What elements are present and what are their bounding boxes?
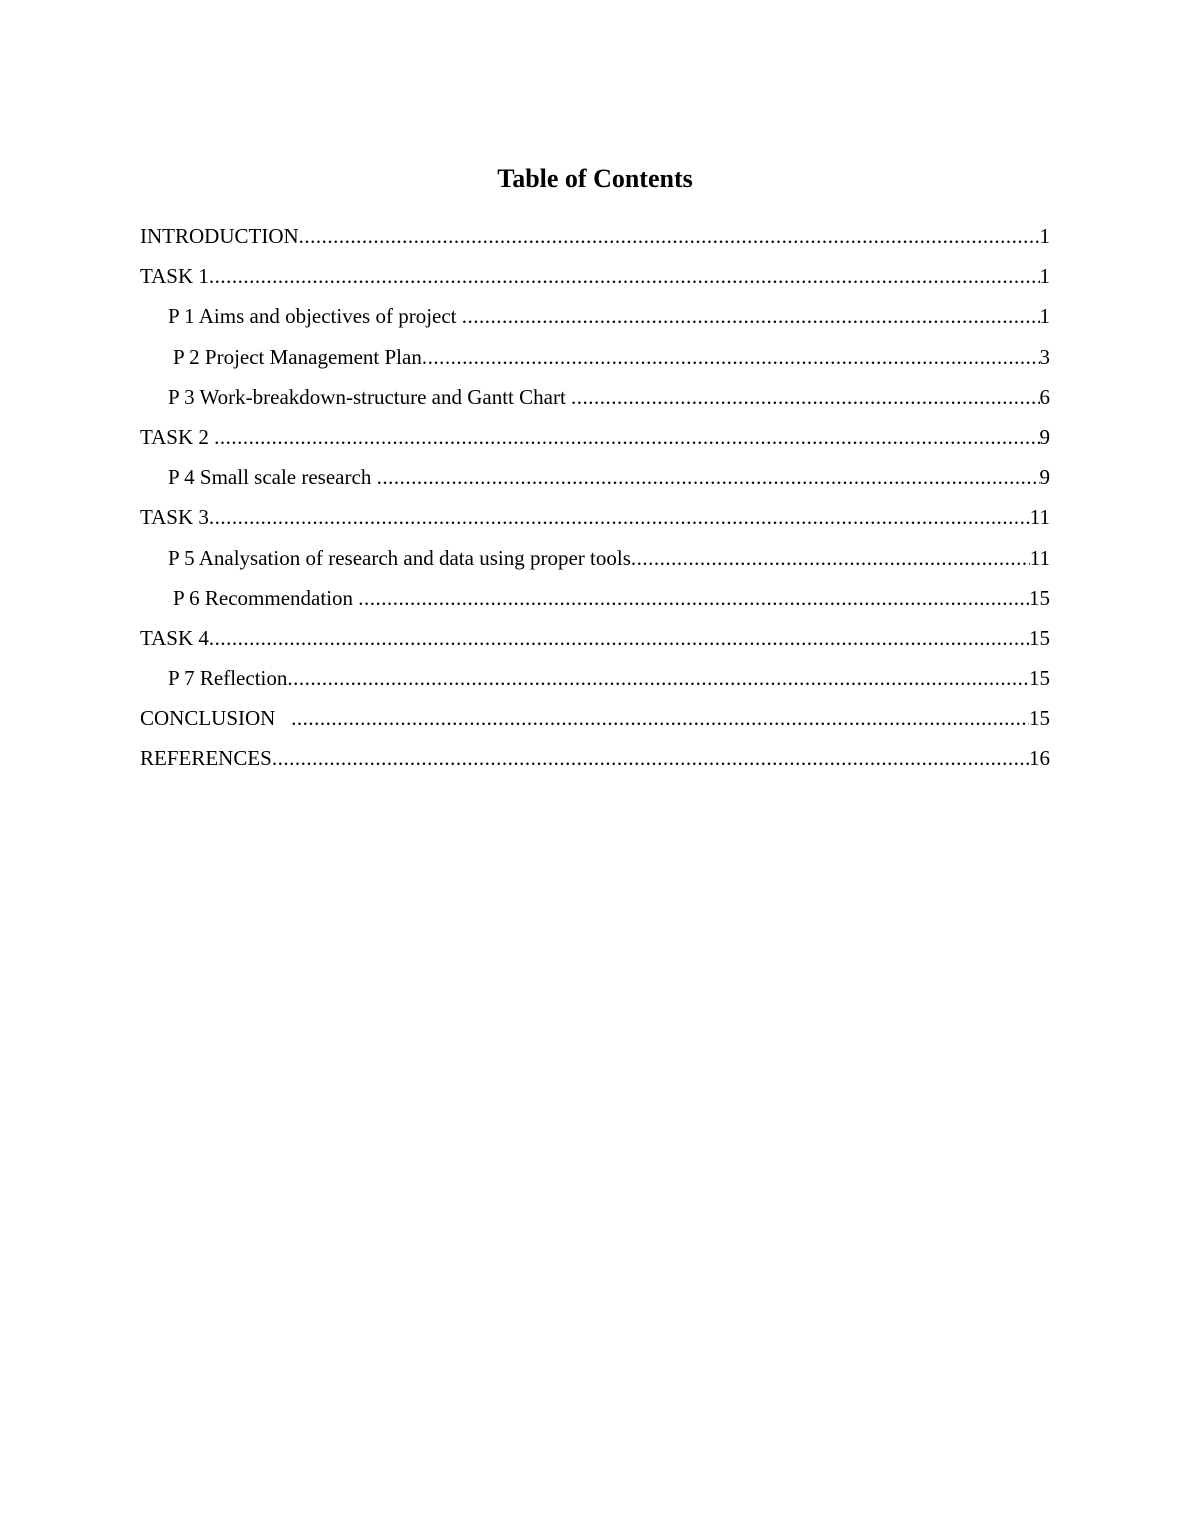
dot-leader [422, 341, 1040, 373]
dot-leader [377, 461, 1040, 493]
toc-entry-label: REFERENCES [140, 746, 272, 771]
dot-leader [209, 260, 1040, 292]
toc-entry-p4[interactable] [140, 461, 1050, 501]
dot-leader [358, 582, 1029, 614]
toc-entry-page-number: 1 [1039, 264, 1050, 289]
toc-entry-task-4[interactable] [140, 622, 1050, 662]
toc-entry-label: P 6 Recommendation [173, 585, 359, 610]
toc-entry-label: TASK 2 [140, 424, 215, 449]
toc-entry-task-2[interactable] [140, 421, 1050, 461]
toc-entry-p3[interactable] [140, 381, 1050, 421]
toc-entry-page-number: 11 [1029, 545, 1050, 570]
toc-entry-label: CONCLUSION [140, 706, 292, 731]
toc-entry-label: P 2 Project Management Plan [173, 344, 422, 369]
toc-entry-introduction[interactable] [140, 220, 1050, 260]
toc-entry-page-number: 15 [1029, 706, 1050, 731]
toc-entry-label: INTRODUCTION [140, 224, 299, 248]
dot-leader [209, 501, 1030, 533]
dot-leader [272, 742, 1029, 774]
toc-entry-page-number: 16 [1029, 746, 1050, 771]
toc-entry-label: TASK 3 [140, 505, 209, 530]
toc-entry-page-number: 1 [1039, 224, 1050, 248]
toc-entry-p1[interactable] [140, 300, 1050, 340]
dot-leader [299, 220, 1040, 252]
toc-entry-conclusion[interactable] [140, 702, 1050, 742]
dot-leader [287, 662, 1029, 694]
toc-entry-label: P 4 Small scale research [168, 465, 377, 490]
toc-entry-p2[interactable] [140, 341, 1050, 381]
toc-entry-page-number: 15 [1029, 666, 1050, 691]
toc-entry-page-number: 15 [1029, 585, 1050, 610]
dot-leader [462, 300, 1040, 332]
toc-entry-p6[interactable] [140, 582, 1050, 622]
toc-title: Table of Contents [497, 164, 693, 193]
toc-entry-page-number: 9 [1039, 465, 1050, 490]
toc-entry-references[interactable] [140, 742, 1050, 782]
toc-entry-label: TASK 4 [140, 625, 209, 650]
dot-leader [631, 542, 1030, 574]
dot-leader [209, 622, 1029, 654]
toc-entry-page-number: 3 [1039, 344, 1050, 369]
toc-entry-p5[interactable] [140, 542, 1050, 582]
toc-entry-label: P 7 Reflection [168, 666, 288, 691]
toc-entry-task-3[interactable] [140, 501, 1050, 541]
toc-entry-label: P 1 Aims and objectives of project [168, 304, 462, 329]
toc-entry-label: P 3 Work-breakdown-structure and Gantt Chart [168, 384, 572, 409]
toc-entry-label: TASK 1 [140, 264, 209, 289]
toc-entry-page-number: 6 [1039, 384, 1050, 409]
toc-list [140, 220, 1050, 783]
dot-leader [214, 421, 1039, 453]
toc-entry-p7[interactable] [140, 662, 1050, 702]
toc-entry-page-number: 1 [1039, 304, 1050, 329]
toc-entry-label: P 5 Analysation of research and data using proper tools [168, 545, 631, 570]
toc-entry-page-number: 15 [1029, 625, 1050, 650]
dot-leader [291, 702, 1029, 734]
dot-leader [571, 381, 1039, 413]
toc-entry-page-number: 9 [1039, 424, 1050, 449]
toc-entry-page-number: 11 [1029, 505, 1050, 530]
toc-entry-task-1[interactable] [140, 260, 1050, 300]
